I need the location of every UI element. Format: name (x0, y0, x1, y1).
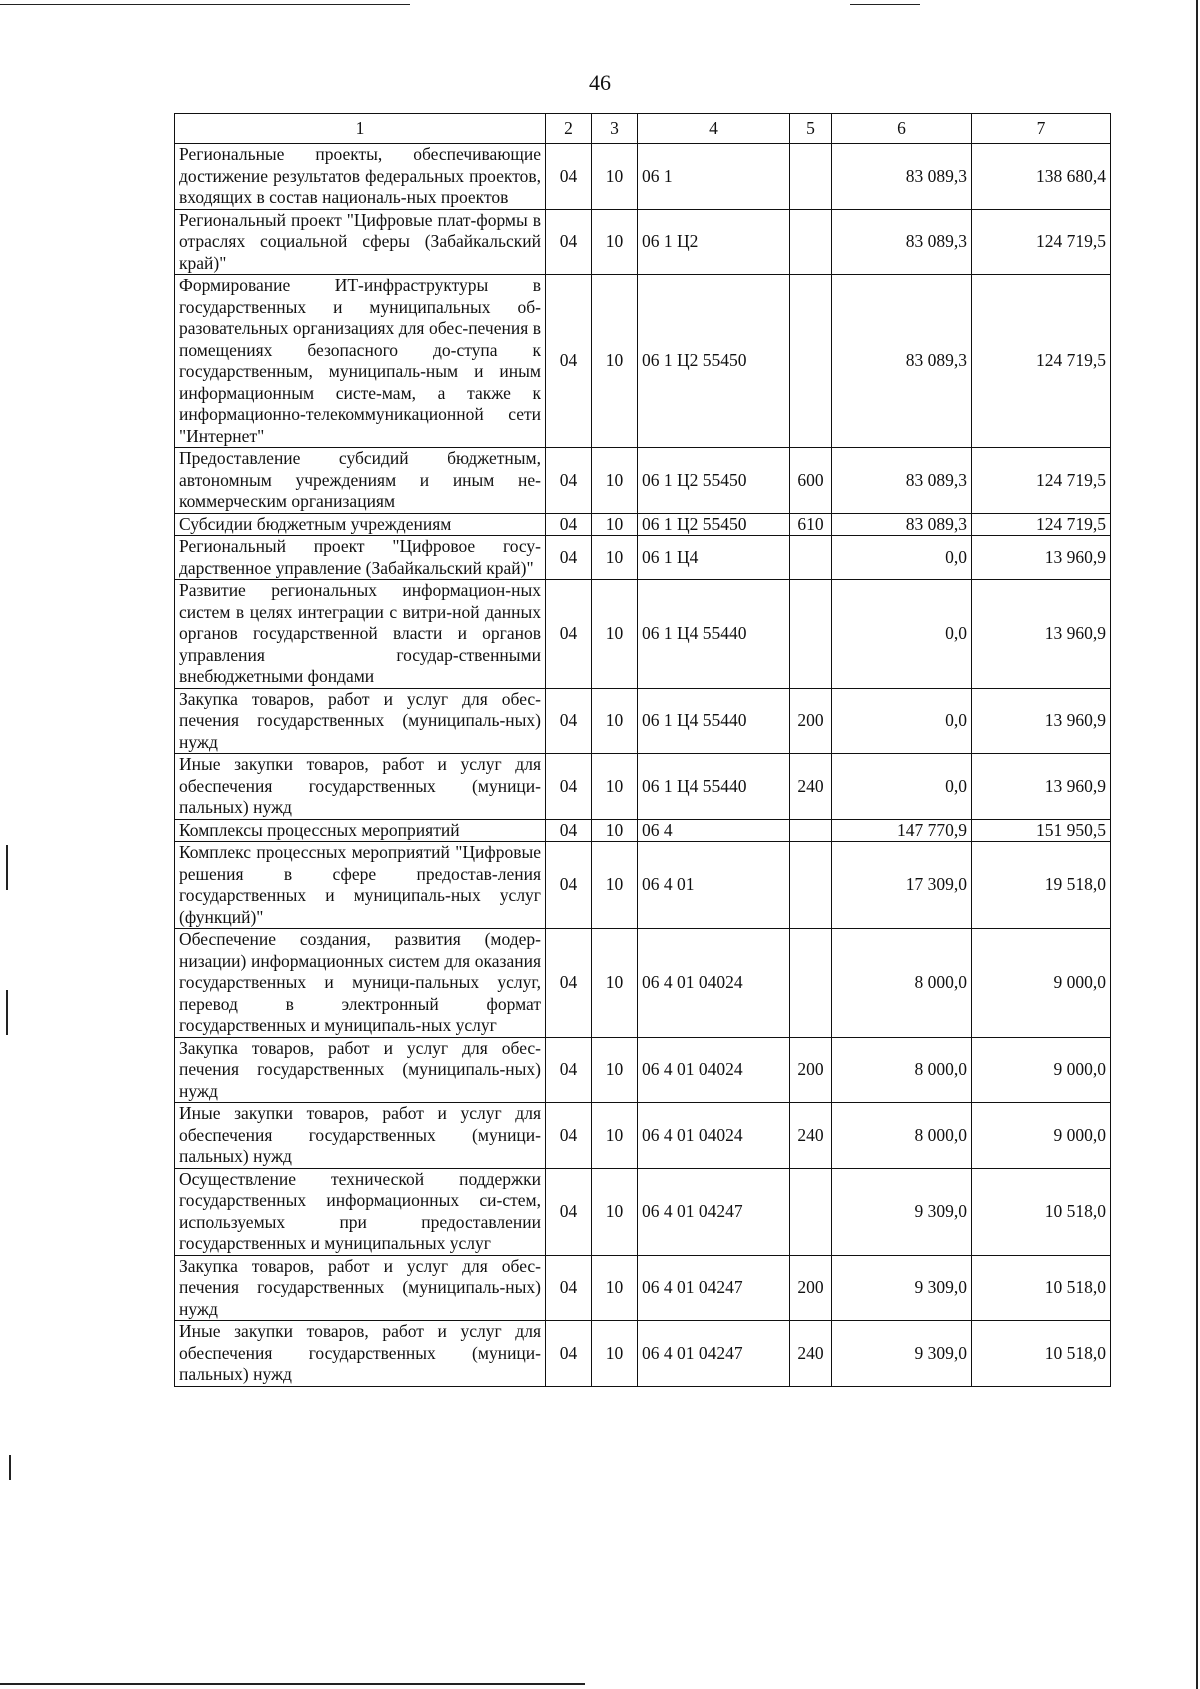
expense-type-cell (790, 929, 832, 1038)
amount-col6-cell: 17 309,0 (832, 842, 972, 929)
section-cell: 04 (546, 842, 592, 929)
expense-type-cell: 240 (790, 754, 832, 820)
amount-col6-cell: 9 309,0 (832, 1168, 972, 1255)
expense-type-cell: 200 (790, 688, 832, 754)
item-name-cell: Региональный проект "Цифровые плат-формы в отраслях социальной сферы (Забайкальский край)" (175, 209, 546, 275)
section-cell: 04 (546, 1255, 592, 1321)
table-row (175, 1037, 1111, 1103)
amount-col6-cell: 8 000,0 (832, 929, 972, 1038)
table-row (175, 448, 1111, 514)
section-cell: 04 (546, 1168, 592, 1255)
section-cell: 04 (546, 513, 592, 536)
page-number: 46 (589, 70, 611, 95)
item-name-cell: Закупка товаров, работ и услуг для обес-печения государственных (муниципаль-ных) нужд (175, 1037, 546, 1103)
table-row (175, 1168, 1111, 1255)
expense-type-cell: 240 (790, 1321, 832, 1387)
target-code-cell: 06 1 Ц2 55450 (638, 448, 790, 514)
table-row (175, 536, 1111, 580)
target-code-cell: 06 4 01 04024 (638, 1037, 790, 1103)
section-cell: 04 (546, 819, 592, 842)
target-code-cell: 06 1 Ц4 55440 (638, 580, 790, 689)
amount-col7-cell: 9 000,0 (972, 929, 1111, 1038)
subsection-cell: 10 (592, 688, 638, 754)
target-code-cell: 06 4 01 04247 (638, 1321, 790, 1387)
section-cell: 04 (546, 1103, 592, 1169)
table-row (175, 754, 1111, 820)
item-name-cell: Закупка товаров, работ и услуг для обес-печения государственных (муниципаль-ных) нужд (175, 688, 546, 754)
section-cell: 04 (546, 536, 592, 580)
amount-col7-cell: 13 960,9 (972, 754, 1111, 820)
scan-artifact-left-mark (6, 845, 8, 890)
amount-col7-cell: 138 680,4 (972, 144, 1111, 210)
scan-artifact-top-line (0, 4, 410, 5)
scan-artifact-left-mark (9, 1455, 11, 1480)
amount-col6-cell: 9 309,0 (832, 1321, 972, 1387)
item-name-cell: Иные закупки товаров, работ и услуг для обеспечения государственных (муници-пальных) нужд (175, 1103, 546, 1169)
subsection-cell: 10 (592, 842, 638, 929)
column-header: 7 (972, 114, 1111, 144)
subsection-cell: 10 (592, 513, 638, 536)
target-code-cell: 06 4 01 04024 (638, 929, 790, 1038)
amount-col7-cell: 19 518,0 (972, 842, 1111, 929)
amount-col7-cell: 13 960,9 (972, 688, 1111, 754)
expense-type-cell (790, 1168, 832, 1255)
table-header-row (175, 114, 1111, 144)
amount-col7-cell: 9 000,0 (972, 1103, 1111, 1169)
amount-col7-cell: 13 960,9 (972, 536, 1111, 580)
expense-type-cell (790, 144, 832, 210)
expense-type-cell: 200 (790, 1255, 832, 1321)
subsection-cell: 10 (592, 144, 638, 210)
table-row (175, 275, 1111, 448)
amount-col7-cell: 124 719,5 (972, 209, 1111, 275)
expense-type-cell (790, 209, 832, 275)
scan-artifact-left-mark (6, 990, 8, 1035)
amount-col7-cell: 124 719,5 (972, 448, 1111, 514)
target-code-cell: 06 4 (638, 819, 790, 842)
item-name-cell: Формирование ИТ-инфраструктуры в государственных и муниципальных об-разовательных организациях для обес-печения в помещениях безопасного до-ступа к государственным, муниципаль-ным и иным информационным систе-мам, а также к информационно-телекоммуникационной сети "Интернет" (175, 275, 546, 448)
item-name-cell: Обеспечение создания, развития (модер-низации) информационных систем для оказания государственных и муници-пальных услуг, перевод в электронный формат государственных и муниципаль-ных услуг (175, 929, 546, 1038)
target-code-cell: 06 1 Ц4 55440 (638, 754, 790, 820)
amount-col6-cell: 9 309,0 (832, 1255, 972, 1321)
item-name-cell: Закупка товаров, работ и услуг для обес-печения государственных (муниципаль-ных) нужд (175, 1255, 546, 1321)
subsection-cell: 10 (592, 448, 638, 514)
subsection-cell: 10 (592, 929, 638, 1038)
item-name-cell: Развитие региональных информацион-ных систем в целях интеграции с витри-ной данных органов государственной власти и органов управления государ-ственными внебюджетными фондами (175, 580, 546, 689)
expense-type-cell: 240 (790, 1103, 832, 1169)
target-code-cell: 06 1 Ц2 55450 (638, 275, 790, 448)
amount-col6-cell: 147 770,9 (832, 819, 972, 842)
subsection-cell: 10 (592, 1255, 638, 1321)
table-row (175, 929, 1111, 1038)
amount-col6-cell: 83 089,3 (832, 209, 972, 275)
expense-type-cell (790, 842, 832, 929)
table-row (175, 842, 1111, 929)
amount-col7-cell: 151 950,5 (972, 819, 1111, 842)
target-code-cell: 06 4 01 04024 (638, 1103, 790, 1169)
expense-type-cell: 600 (790, 448, 832, 514)
target-code-cell: 06 1 Ц2 55450 (638, 513, 790, 536)
section-cell: 04 (546, 1037, 592, 1103)
table-row (175, 688, 1111, 754)
subsection-cell: 10 (592, 209, 638, 275)
subsection-cell: 10 (592, 754, 638, 820)
column-header: 5 (790, 114, 832, 144)
section-cell: 04 (546, 754, 592, 820)
item-name-cell: Региональные проекты, обеспечивающие достижение результатов федеральных проектов, входящих в состав националь-ных проектов (175, 144, 546, 210)
amount-col6-cell: 0,0 (832, 754, 972, 820)
amount-col6-cell: 83 089,3 (832, 448, 972, 514)
section-cell: 04 (546, 275, 592, 448)
target-code-cell: 06 1 Ц2 (638, 209, 790, 275)
subsection-cell: 10 (592, 1103, 638, 1169)
subsection-cell: 10 (592, 819, 638, 842)
budget-table (174, 113, 1111, 1387)
table-row (175, 513, 1111, 536)
column-header: 6 (832, 114, 972, 144)
table-row (175, 144, 1111, 210)
amount-col7-cell: 10 518,0 (972, 1168, 1111, 1255)
table-row (175, 580, 1111, 689)
target-code-cell: 06 4 01 04247 (638, 1168, 790, 1255)
subsection-cell: 10 (592, 1037, 638, 1103)
amount-col6-cell: 0,0 (832, 536, 972, 580)
section-cell: 04 (546, 688, 592, 754)
section-cell: 04 (546, 929, 592, 1038)
section-cell: 04 (546, 1321, 592, 1387)
item-name-cell: Осуществление технической поддержки государственных информационных си-стем, используемых при предоставлении государственных и муниципальных услуг (175, 1168, 546, 1255)
amount-col6-cell: 8 000,0 (832, 1103, 972, 1169)
table-row (175, 1103, 1111, 1169)
section-cell: 04 (546, 580, 592, 689)
target-code-cell: 06 4 01 (638, 842, 790, 929)
expense-type-cell (790, 536, 832, 580)
item-name-cell: Субсидии бюджетным учреждениям (175, 513, 546, 536)
table-row (175, 209, 1111, 275)
item-name-cell: Предоставление субсидий бюджетным, автономным учреждениям и иным не-коммерческим организациям (175, 448, 546, 514)
amount-col6-cell: 0,0 (832, 580, 972, 689)
amount-col7-cell: 124 719,5 (972, 275, 1111, 448)
scan-artifact-right-edge (1196, 0, 1198, 1689)
amount-col7-cell: 13 960,9 (972, 580, 1111, 689)
expense-type-cell: 610 (790, 513, 832, 536)
amount-col6-cell: 83 089,3 (832, 144, 972, 210)
subsection-cell: 10 (592, 1168, 638, 1255)
column-header: 1 (175, 114, 546, 144)
amount-col6-cell: 83 089,3 (832, 275, 972, 448)
item-name-cell: Комплекс процессных мероприятий "Цифровые решения в сфере предостав-ления государственных и муниципаль-ных услуг (функций)" (175, 842, 546, 929)
target-code-cell: 06 1 Ц4 55440 (638, 688, 790, 754)
column-header: 2 (546, 114, 592, 144)
expense-type-cell (790, 275, 832, 448)
item-name-cell: Региональный проект "Цифровое госу-дарственное управление (Забайкальский край)" (175, 536, 546, 580)
scan-artifact-bottom-line (0, 1683, 585, 1685)
column-header: 3 (592, 114, 638, 144)
target-code-cell: 06 1 Ц4 (638, 536, 790, 580)
expense-type-cell (790, 819, 832, 842)
expense-type-cell: 200 (790, 1037, 832, 1103)
amount-col6-cell: 83 089,3 (832, 513, 972, 536)
table-row (175, 1255, 1111, 1321)
amount-col7-cell: 10 518,0 (972, 1321, 1111, 1387)
section-cell: 04 (546, 448, 592, 514)
subsection-cell: 10 (592, 1321, 638, 1387)
amount-col7-cell: 9 000,0 (972, 1037, 1111, 1103)
section-cell: 04 (546, 144, 592, 210)
scan-artifact-top-right-line (850, 4, 920, 5)
subsection-cell: 10 (592, 536, 638, 580)
subsection-cell: 10 (592, 275, 638, 448)
item-name-cell: Комплексы процессных мероприятий (175, 819, 546, 842)
target-code-cell: 06 1 (638, 144, 790, 210)
table-row (175, 819, 1111, 842)
table-row (175, 1321, 1111, 1387)
expense-type-cell (790, 580, 832, 689)
amount-col6-cell: 8 000,0 (832, 1037, 972, 1103)
amount-col7-cell: 124 719,5 (972, 513, 1111, 536)
target-code-cell: 06 4 01 04247 (638, 1255, 790, 1321)
section-cell: 04 (546, 209, 592, 275)
amount-col6-cell: 0,0 (832, 688, 972, 754)
column-header: 4 (638, 114, 790, 144)
item-name-cell: Иные закупки товаров, работ и услуг для обеспечения государственных (муници-пальных) нужд (175, 1321, 546, 1387)
amount-col7-cell: 10 518,0 (972, 1255, 1111, 1321)
subsection-cell: 10 (592, 580, 638, 689)
item-name-cell: Иные закупки товаров, работ и услуг для обеспечения государственных (муници-пальных) нужд (175, 754, 546, 820)
